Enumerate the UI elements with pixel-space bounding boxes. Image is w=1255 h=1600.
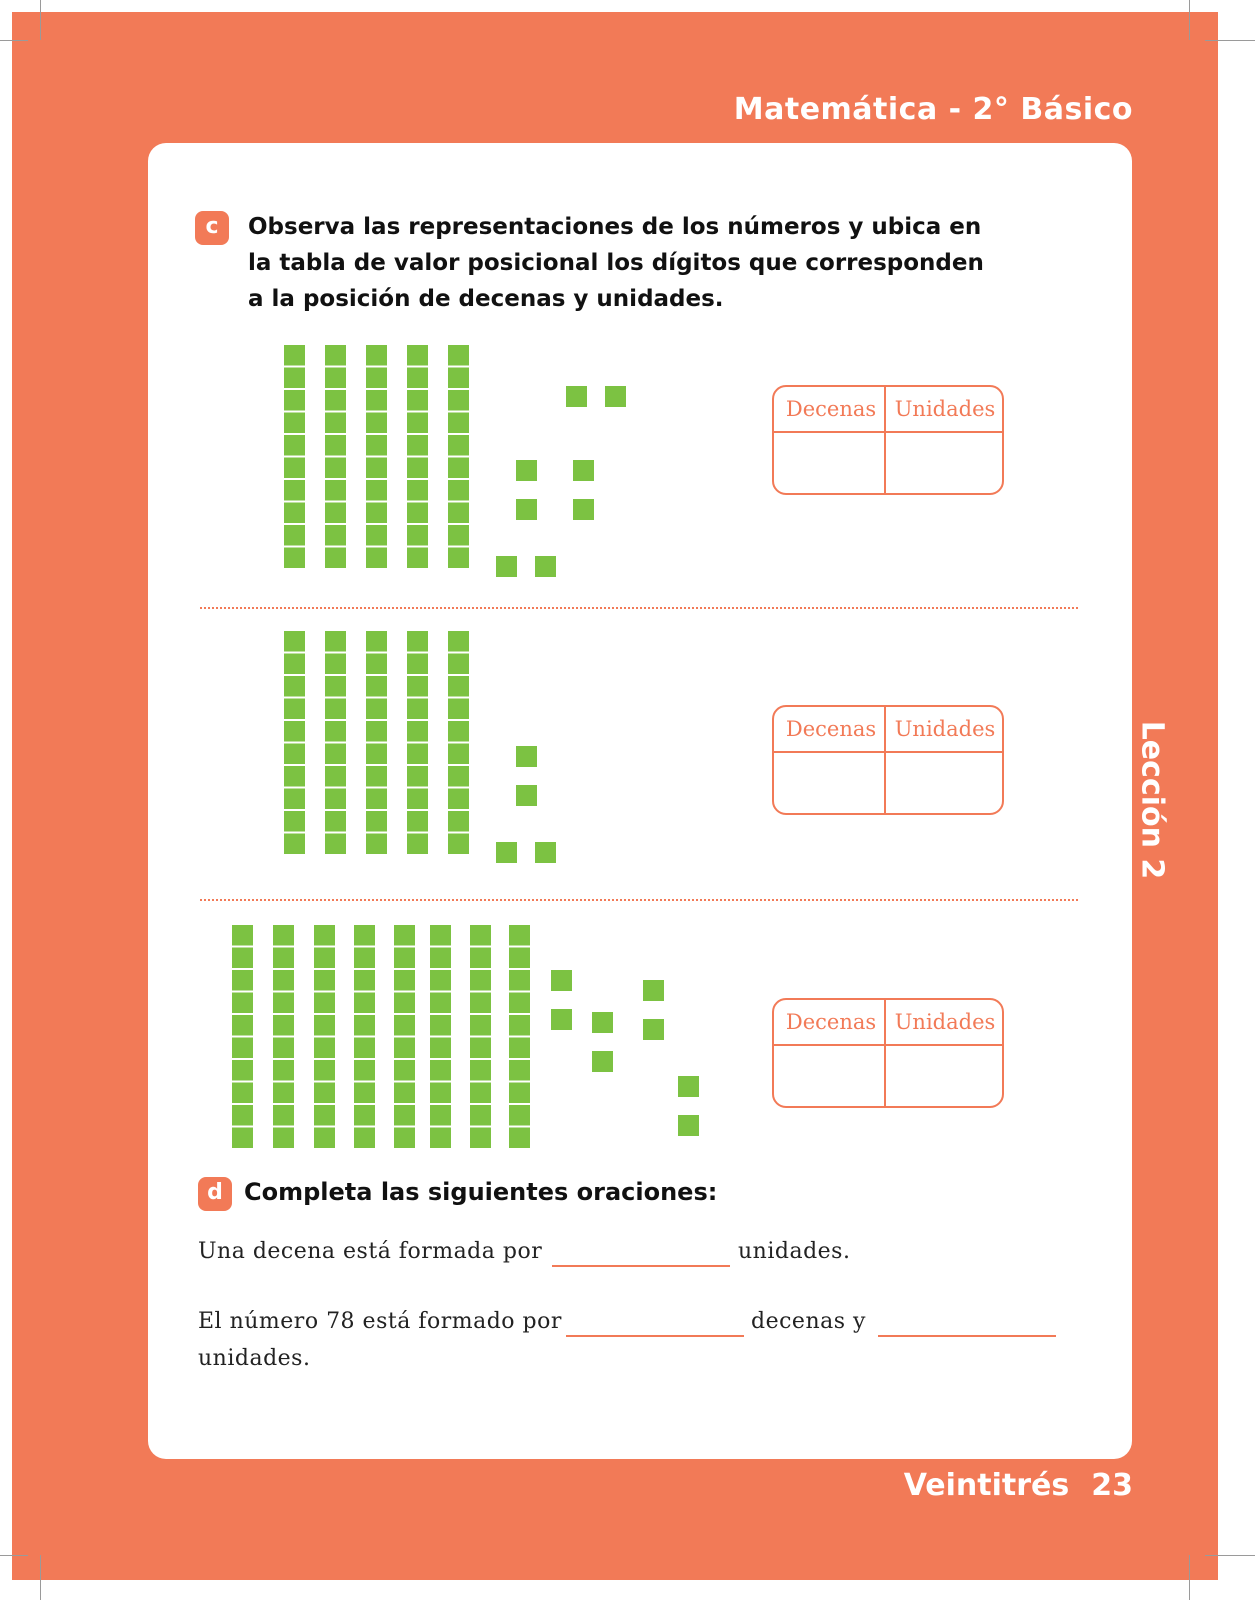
tens-header: Decenas [785, 397, 877, 421]
instruction-line: a la posición de decenas y unidades. [248, 286, 724, 312]
tens-answer-cell[interactable] [774, 754, 882, 813]
ten-rod [325, 631, 346, 856]
unit-cube [643, 1019, 664, 1040]
dotted-divider [200, 607, 1078, 609]
tens-answer-cell[interactable] [774, 1047, 882, 1106]
unit-cube [551, 1009, 572, 1030]
instruction-line: la tabla de valor posicional los dígitos que corresponden [248, 250, 984, 276]
crop-mark [1189, 1555, 1190, 1600]
ten-rod [394, 925, 415, 1150]
ten-rod [273, 925, 294, 1150]
unit-cube [643, 980, 664, 1001]
tens-answer-cell[interactable] [774, 434, 882, 493]
ten-rod [509, 925, 530, 1150]
ten-rod [284, 345, 305, 570]
table-divider [774, 431, 1002, 433]
ten-rod [407, 345, 428, 570]
crop-mark [40, 1555, 41, 1600]
crop-mark [0, 1555, 28, 1556]
ten-rod [407, 631, 428, 856]
unit-cube [592, 1051, 613, 1072]
crop-mark [40, 0, 41, 40]
unit-cube [592, 1012, 613, 1033]
table-divider [884, 707, 886, 813]
tens-header: Decenas [785, 717, 877, 741]
ten-rod [366, 345, 387, 570]
ten-rod [366, 631, 387, 856]
table-divider [884, 387, 886, 493]
unit-cube [566, 386, 587, 407]
sentence-2-end: unidades. [198, 1346, 311, 1371]
dotted-divider [200, 899, 1078, 901]
section-badge-d: d [198, 1177, 232, 1211]
sentence-2-middle: decenas y [751, 1309, 866, 1334]
sentence-1-start: Una decena está formada por [198, 1239, 543, 1264]
section-d-title: Completa las siguientes oraciones: [244, 1178, 718, 1206]
unit-cube [678, 1115, 699, 1136]
ten-rod [325, 345, 346, 570]
unit-cube [516, 499, 537, 520]
unit-cube [516, 785, 537, 806]
ten-rod [284, 631, 305, 856]
page-footer [904, 1468, 1133, 1503]
units-answer-cell[interactable] [887, 434, 995, 493]
page-header-title: Matemática - 2° Básico [733, 92, 1133, 127]
ten-rod [470, 925, 491, 1150]
sentence-2-start: El número 78 está formado por [198, 1309, 562, 1334]
answer-blank-1[interactable] [552, 1265, 730, 1267]
section-c-instruction [248, 209, 984, 317]
ten-rod [430, 925, 451, 1150]
ten-rod [448, 631, 469, 856]
page-number: 23 [1091, 1468, 1133, 1503]
unit-cube [573, 460, 594, 481]
unit-cube [535, 842, 556, 863]
unit-cube [551, 970, 572, 991]
ten-rod [314, 925, 335, 1150]
instruction-line: Observa las representaciones de los números y ubica en [248, 214, 982, 240]
table-divider [774, 1044, 1002, 1046]
ten-rod [448, 345, 469, 570]
unit-cube [678, 1076, 699, 1097]
answer-blank-3[interactable] [878, 1335, 1056, 1337]
tens-header: Decenas [785, 1010, 877, 1034]
ten-rod [354, 925, 375, 1150]
unit-cube [496, 556, 517, 577]
ten-rod [232, 925, 253, 1150]
exercise-card [148, 143, 1132, 1459]
place-value-table-2 [772, 705, 1004, 815]
units-header: Unidades [894, 1010, 996, 1034]
units-answer-cell[interactable] [887, 1047, 995, 1106]
sentence-1-end: unidades. [738, 1239, 851, 1264]
units-header: Unidades [894, 397, 996, 421]
crop-mark [1205, 40, 1255, 41]
unit-cube [516, 460, 537, 481]
unit-cube [516, 746, 537, 767]
place-value-table-1 [772, 385, 1004, 495]
crop-mark [0, 40, 28, 41]
lesson-side-label: Lección 2 [1134, 720, 1170, 880]
units-header: Unidades [894, 717, 996, 741]
unit-cube [496, 842, 517, 863]
answer-blank-2[interactable] [566, 1335, 744, 1337]
units-answer-cell[interactable] [887, 754, 995, 813]
table-divider [884, 1000, 886, 1106]
unit-cube [605, 386, 626, 407]
unit-cube [573, 499, 594, 520]
crop-mark [1205, 1555, 1255, 1556]
page-number-word: Veintitrés [903, 1468, 1070, 1503]
section-badge-c: c [195, 211, 229, 245]
unit-cube [535, 556, 556, 577]
place-value-table-3 [772, 998, 1004, 1108]
crop-mark [1189, 0, 1190, 40]
table-divider [774, 751, 1002, 753]
